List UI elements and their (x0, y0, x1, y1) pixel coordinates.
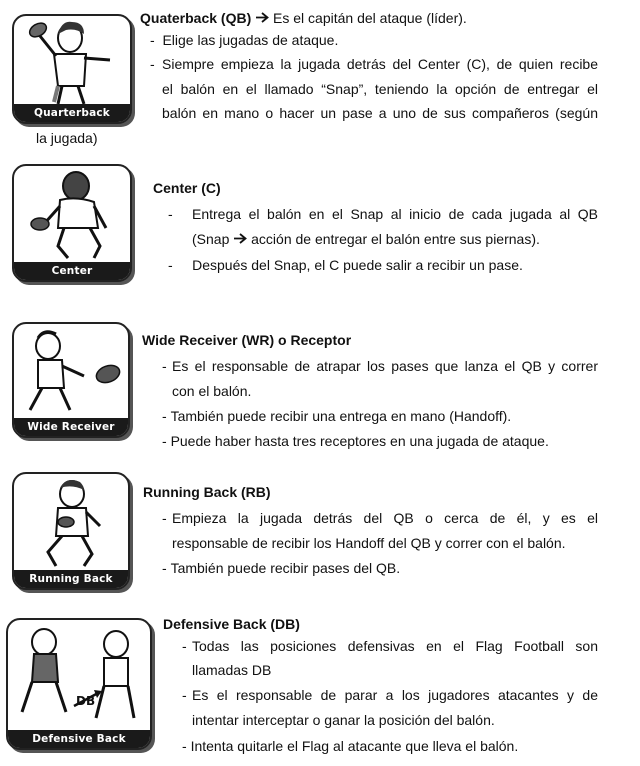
wide-receiver-bullet-1-line-1: Es el responsable de atrapar los pases que lanza el QB y correr (172, 358, 598, 374)
quarterback-card (12, 14, 132, 124)
center-title: Center (C) (153, 180, 221, 196)
wide-receiver-card-label: Wide Receiver (14, 418, 128, 436)
defensive-back-title: Defensive Back (DB) (163, 616, 300, 632)
running-back-card (12, 472, 130, 590)
running-back-bullet-1-dash: - (162, 510, 167, 526)
running-back-bullet-1-line-2: responsable de recibir los Handoff del QB y correr con el balón. (172, 535, 566, 551)
quarterback-bullet-2-dash: - (150, 56, 155, 72)
defensive-back-bullet-1-dash: - (182, 638, 187, 654)
running-back-title: Running Back (RB) (143, 484, 271, 500)
quarterback-title: Quaterback (QB) Es el capitán del ataque (líder). (140, 10, 467, 26)
quarterback-bullet-1: - Elige las jugadas de ataque. (150, 32, 339, 48)
defensive-back-card (6, 618, 152, 750)
running-back-bullet-1-line-1: Empieza la jugada detrás del QB o cerca de él, y es el (172, 510, 598, 526)
center-card-label: Center (14, 262, 130, 280)
running-back-illustration (14, 474, 128, 570)
center-card (12, 164, 132, 282)
quarterback-card-label: Quarterback (14, 104, 130, 122)
defensive-back-card-label: Defensive Back (8, 730, 150, 748)
center-bullet-1-line-2: (Snap acción de entregar el balón entre sus piernas). (192, 231, 540, 247)
db-arrow-label: DB (76, 694, 96, 708)
defensive-back-bullet-1-line-2: llamadas DB (192, 662, 272, 678)
center-bullet-2: - Después del Snap, el C puede salir a recibir un pase. (168, 257, 523, 273)
wide-receiver-title: Wide Receiver (WR) o Receptor (142, 332, 352, 348)
wide-receiver-bullet-2: - También puede recibir una entrega en mano (Handoff). (162, 408, 512, 424)
center-illustration (14, 166, 130, 262)
wide-receiver-bullet-1-dash: - (162, 358, 167, 374)
right-arrow-icon (255, 12, 269, 23)
wide-receiver-illustration (14, 324, 128, 418)
quarterback-bullet-2-line-1: Siempre empieza la jugada detrás del Center (C), de quien recibe (162, 56, 598, 72)
running-back-card-label: Running Back (14, 570, 128, 588)
wide-receiver-bullet-3: - Puede haber hasta tres receptores en una jugada de ataque. (162, 433, 549, 449)
wide-receiver-card (12, 322, 130, 438)
center-bullet-1-line-1: Entrega el balón en el Snap al inicio de cada jugada al QB (192, 206, 598, 222)
defensive-back-bullet-3: - Intenta quitarle el Flag al atacante que lleva el balón. (182, 738, 519, 754)
defensive-back-bullet-2-dash: - (182, 687, 187, 703)
wide-receiver-bullet-1-line-2: con el balón. (172, 383, 252, 399)
defensive-back-illustration (8, 620, 150, 730)
quarterback-illustration (14, 16, 130, 104)
quarterback-bullet-2-line-2: el balón en el llamado “Snap”, teniendo la opción de entregar el (162, 81, 598, 97)
defensive-back-bullet-2-line-1: Es el responsable de parar a los jugadores atacantes y de (192, 687, 598, 703)
defensive-back-bullet-1-line-1: Todas las posiciones defensivas en el Flag Football son (192, 638, 598, 654)
center-bullet-1-dash: - (168, 206, 173, 222)
running-back-bullet-2: - También puede recibir pases del QB. (162, 560, 401, 576)
defensive-back-bullet-2-line-2: intentar interceptar o ganar la posición del balón. (192, 712, 495, 728)
quarterback-bullet-2-line-4: la jugada) (36, 130, 98, 146)
quarterback-bullet-2-line-3: balón en mano o hacer un pase a uno de sus compañeros (según (162, 105, 598, 121)
right-arrow-icon (233, 233, 247, 244)
